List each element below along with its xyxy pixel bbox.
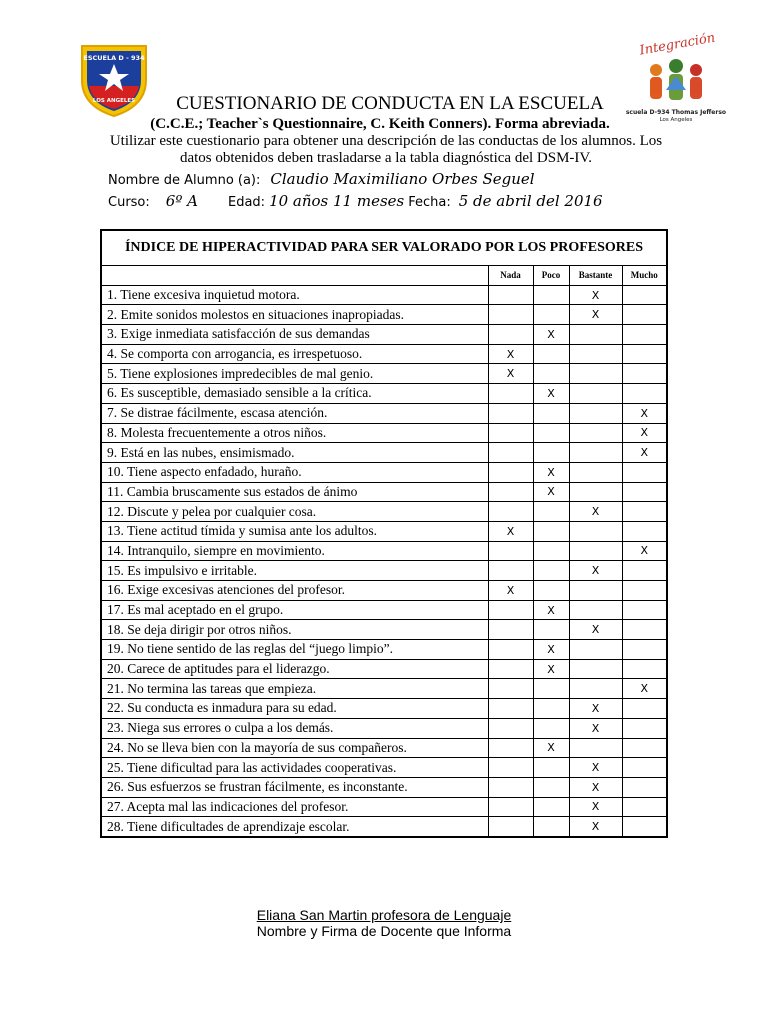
course-label: Curso:: [108, 195, 150, 210]
mark-cell-bastante: [569, 364, 622, 384]
item-label: 6. Es susceptible, demasiado sensible a la crítica.: [101, 384, 488, 404]
mark-cell-mucho: X: [622, 679, 667, 699]
integracion-logo: [626, 30, 726, 130]
mark-cell-mucho: [622, 462, 667, 482]
mark-cell-mucho: [622, 817, 667, 837]
table-row: [101, 462, 667, 482]
table-row: [101, 344, 667, 364]
age-value: 10 años 11 meses: [269, 192, 405, 210]
mark-cell-nada: [488, 797, 533, 817]
mark-cell-nada: [488, 718, 533, 738]
mark-cell-mucho: [622, 384, 667, 404]
mark-cell-poco: X: [533, 738, 569, 758]
mark-cell-mucho: X: [622, 403, 667, 423]
mark-cell-bastante: [569, 659, 622, 679]
mark-cell-nada: [488, 620, 533, 640]
mark-cell-poco: X: [533, 462, 569, 482]
mark-cell-poco: X: [533, 325, 569, 345]
mark-cell-mucho: [622, 285, 667, 305]
age-label: Edad:: [227, 195, 266, 210]
mark-cell-nada: [488, 817, 533, 837]
mark-cell-poco: [533, 423, 569, 443]
instructions-text: Utilizar este cuestionario para obtener una descripción de las conductas de los alumnos. Los datos obtenidos deben trasladarse a la tabla diagnóstica del DSM-IV.: [109, 133, 663, 166]
mark-cell-nada: [488, 325, 533, 345]
item-label: 12. Discute y pelea por cualquier cosa.: [101, 502, 488, 522]
column-header-bastante: Bastante: [569, 266, 622, 286]
mark-cell-nada: [488, 640, 533, 660]
mark-cell-mucho: X: [622, 443, 667, 463]
column-header-empty: [101, 266, 488, 286]
table-row: [101, 679, 667, 699]
mark-cell-poco: [533, 561, 569, 581]
mark-cell-poco: [533, 403, 569, 423]
item-label: 23. Niega sus errores o culpa a los demás.: [101, 718, 488, 738]
item-label: 25. Tiene dificultad para las actividades cooperativas.: [101, 758, 488, 778]
item-label: 3. Exige inmediata satisfacción de sus demandas: [101, 325, 488, 345]
table-row: [101, 797, 667, 817]
mark-cell-mucho: [622, 600, 667, 620]
mark-cell-bastante: [569, 325, 622, 345]
mark-cell-bastante: X: [569, 699, 622, 719]
item-label: 24. No se lleva bien con la mayoría de sus compañeros.: [101, 738, 488, 758]
table-row: [101, 482, 667, 502]
mark-cell-poco: [533, 718, 569, 738]
item-label: 8. Molesta frecuentemente a otros niños.: [101, 423, 488, 443]
mark-cell-nada: [488, 758, 533, 778]
mark-cell-nada: [488, 305, 533, 325]
mark-cell-nada: [488, 502, 533, 522]
item-label: 15. Es impulsivo e irritable.: [101, 561, 488, 581]
mark-cell-nada: X: [488, 344, 533, 364]
mark-cell-bastante: [569, 679, 622, 699]
table-row: [101, 305, 667, 325]
table-row: [101, 443, 667, 463]
mark-cell-poco: [533, 305, 569, 325]
mark-cell-mucho: [622, 364, 667, 384]
mark-cell-poco: [533, 777, 569, 797]
mark-cell-poco: [533, 344, 569, 364]
mark-cell-bastante: [569, 462, 622, 482]
item-label: 28. Tiene dificultades de aprendizaje escolar.: [101, 817, 488, 837]
item-label: 27. Acepta mal las indicaciones del profesor.: [101, 797, 488, 817]
mark-cell-poco: [533, 502, 569, 522]
mark-cell-poco: [533, 679, 569, 699]
mark-cell-mucho: [622, 797, 667, 817]
table-title-row: [101, 230, 667, 266]
table-row: [101, 521, 667, 541]
table-title: ÍNDICE DE HIPERACTIVIDAD PARA SER VALORADO POR LOS PROFESORES: [101, 230, 667, 266]
logo-caption-2: Los Angeles: [659, 117, 693, 123]
mark-cell-bastante: [569, 738, 622, 758]
teacher-name: Eliana San Martin profesora de Lenguaje: [256, 907, 512, 923]
item-label: 5. Tiene explosiones impredecibles de mal genio.: [101, 364, 488, 384]
mark-cell-nada: X: [488, 364, 533, 384]
column-header-nada: Nada: [488, 266, 533, 286]
mark-cell-nada: [488, 777, 533, 797]
mark-cell-bastante: X: [569, 502, 622, 522]
item-label: 1. Tiene excesiva inquietud motora.: [101, 285, 488, 305]
mark-cell-bastante: [569, 581, 622, 601]
mark-cell-mucho: [622, 581, 667, 601]
mark-cell-mucho: [622, 344, 667, 364]
item-label: 20. Carece de aptitudes para el liderazgo.: [101, 659, 488, 679]
date-label: Fecha:: [408, 195, 451, 210]
student-name-value: Claudio Maximiliano Orbes Seguel: [270, 170, 535, 188]
mark-cell-poco: X: [533, 640, 569, 660]
mark-cell-nada: [488, 443, 533, 463]
item-label: 19. No tiene sentido de las reglas del “juego limpio”.: [101, 640, 488, 660]
mark-cell-bastante: [569, 541, 622, 561]
mark-cell-nada: [488, 285, 533, 305]
mark-cell-bastante: [569, 482, 622, 502]
item-label: 17. Es mal aceptado en el grupo.: [101, 600, 488, 620]
mark-cell-bastante: [569, 423, 622, 443]
course-value: 6º A: [165, 192, 198, 210]
mark-cell-mucho: [622, 482, 667, 502]
mark-cell-poco: [533, 541, 569, 561]
table-row: [101, 659, 667, 679]
table-row: [101, 561, 667, 581]
item-label: 7. Se distrae fácilmente, escasa atención.: [101, 403, 488, 423]
mark-cell-mucho: X: [622, 423, 667, 443]
table-column-header-row: [101, 266, 667, 286]
mark-cell-bastante: [569, 443, 622, 463]
mark-cell-nada: [488, 482, 533, 502]
mark-cell-mucho: [622, 521, 667, 541]
mark-cell-nada: [488, 600, 533, 620]
school-crest-logo: [76, 40, 152, 118]
mark-cell-mucho: X: [622, 541, 667, 561]
mark-cell-mucho: [622, 561, 667, 581]
logo-caption-1: Escuela D-934 Thomas Jefferson: [626, 109, 726, 116]
mark-cell-bastante: X: [569, 777, 622, 797]
mark-cell-poco: X: [533, 482, 569, 502]
mark-cell-nada: [488, 384, 533, 404]
mark-cell-mucho: [622, 758, 667, 778]
table-row: [101, 817, 667, 837]
mark-cell-poco: [533, 797, 569, 817]
mark-cell-bastante: [569, 640, 622, 660]
mark-cell-poco: [533, 758, 569, 778]
mark-cell-bastante: X: [569, 620, 622, 640]
table-row: [101, 502, 667, 522]
item-label: 4. Se comporta con arrogancia, es irrespetuoso.: [101, 344, 488, 364]
mark-cell-nada: [488, 679, 533, 699]
mark-cell-nada: [488, 659, 533, 679]
item-label: 14. Intranquilo, siempre en movimiento.: [101, 541, 488, 561]
page-subtitle: (C.C.E.; Teacher`s Questionnaire, C. Keith Conners). Forma abreviada.: [150, 116, 610, 132]
table-row: [101, 640, 667, 660]
mark-cell-mucho: [622, 325, 667, 345]
column-header-poco: Poco: [533, 266, 569, 286]
signature-block: [200, 907, 568, 939]
mark-cell-poco: [533, 521, 569, 541]
mark-cell-poco: [533, 699, 569, 719]
mark-cell-mucho: [622, 718, 667, 738]
mark-cell-bastante: [569, 521, 622, 541]
crest-bottom-text: LOS ANGELES: [92, 98, 136, 104]
mark-cell-bastante: [569, 600, 622, 620]
student-details-row: [108, 192, 603, 211]
item-label: 22. Su conducta es inmadura para su edad.: [101, 699, 488, 719]
logo-word: Integración: [638, 30, 717, 59]
item-label: 9. Está en las nubes, ensimismado.: [101, 443, 488, 463]
mark-cell-bastante: X: [569, 758, 622, 778]
mark-cell-bastante: [569, 403, 622, 423]
mark-cell-bastante: X: [569, 718, 622, 738]
table-row: [101, 600, 667, 620]
table-row: [101, 738, 667, 758]
table-row: [101, 541, 667, 561]
table-row: [101, 423, 667, 443]
item-label: 10. Tiene aspecto enfadado, huraño.: [101, 462, 488, 482]
item-label: 26. Sus esfuerzos se frustran fácilmente, es inconstante.: [101, 777, 488, 797]
mark-cell-nada: X: [488, 521, 533, 541]
mark-cell-nada: [488, 423, 533, 443]
column-header-mucho: Mucho: [622, 266, 667, 286]
table-row: [101, 581, 667, 601]
mark-cell-poco: X: [533, 659, 569, 679]
hyperactivity-table: [100, 229, 668, 838]
mark-cell-nada: [488, 561, 533, 581]
item-label: 2. Emite sonidos molestos en situaciones inapropiadas.: [101, 305, 488, 325]
signature-caption: Nombre y Firma de Docente que Informa: [256, 923, 512, 939]
mark-cell-nada: [488, 738, 533, 758]
table-row: [101, 325, 667, 345]
mark-cell-bastante: [569, 344, 622, 364]
mark-cell-poco: [533, 285, 569, 305]
mark-cell-bastante: X: [569, 817, 622, 837]
table-row: [101, 364, 667, 384]
student-name-label: Nombre de Alumno (a):: [108, 173, 261, 188]
mark-cell-bastante: X: [569, 305, 622, 325]
mark-cell-poco: [533, 364, 569, 384]
mark-cell-poco: [533, 443, 569, 463]
mark-cell-bastante: X: [569, 285, 622, 305]
mark-cell-nada: [488, 541, 533, 561]
table-row: [101, 403, 667, 423]
table-row: [101, 758, 667, 778]
mark-cell-poco: [533, 620, 569, 640]
table-row: [101, 777, 667, 797]
mark-cell-nada: X: [488, 581, 533, 601]
mark-cell-mucho: [622, 305, 667, 325]
item-label: 21. No termina las tareas que empieza.: [101, 679, 488, 699]
date-value: 5 de abril del 2016: [458, 192, 603, 210]
page-title: CUESTIONARIO DE CONDUCTA EN LA ESCUELA: [176, 93, 604, 114]
mark-cell-nada: [488, 699, 533, 719]
item-label: 11. Cambia bruscamente sus estados de ánimo: [101, 482, 488, 502]
mark-cell-nada: [488, 462, 533, 482]
table-row: [101, 718, 667, 738]
mark-cell-bastante: X: [569, 797, 622, 817]
mark-cell-bastante: [569, 384, 622, 404]
mark-cell-poco: [533, 581, 569, 601]
mark-cell-poco: [533, 817, 569, 837]
table-row: [101, 285, 667, 305]
mark-cell-poco: X: [533, 384, 569, 404]
mark-cell-mucho: [622, 738, 667, 758]
table-row: [101, 384, 667, 404]
table-row: [101, 620, 667, 640]
mark-cell-mucho: [622, 502, 667, 522]
item-label: 13. Tiene actitud tímida y sumisa ante los adultos.: [101, 521, 488, 541]
mark-cell-mucho: [622, 777, 667, 797]
mark-cell-nada: [488, 403, 533, 423]
mark-cell-mucho: [622, 659, 667, 679]
table-row: [101, 699, 667, 719]
student-name-row: [108, 170, 535, 189]
crest-top-text: ESCUELA D - 934: [83, 54, 145, 62]
mark-cell-mucho: [622, 699, 667, 719]
item-label: 16. Exige excesivas atenciones del profesor.: [101, 581, 488, 601]
mark-cell-mucho: [622, 640, 667, 660]
mark-cell-poco: X: [533, 600, 569, 620]
mark-cell-bastante: X: [569, 561, 622, 581]
item-label: 18. Se deja dirigir por otros niños.: [101, 620, 488, 640]
mark-cell-mucho: [622, 620, 667, 640]
